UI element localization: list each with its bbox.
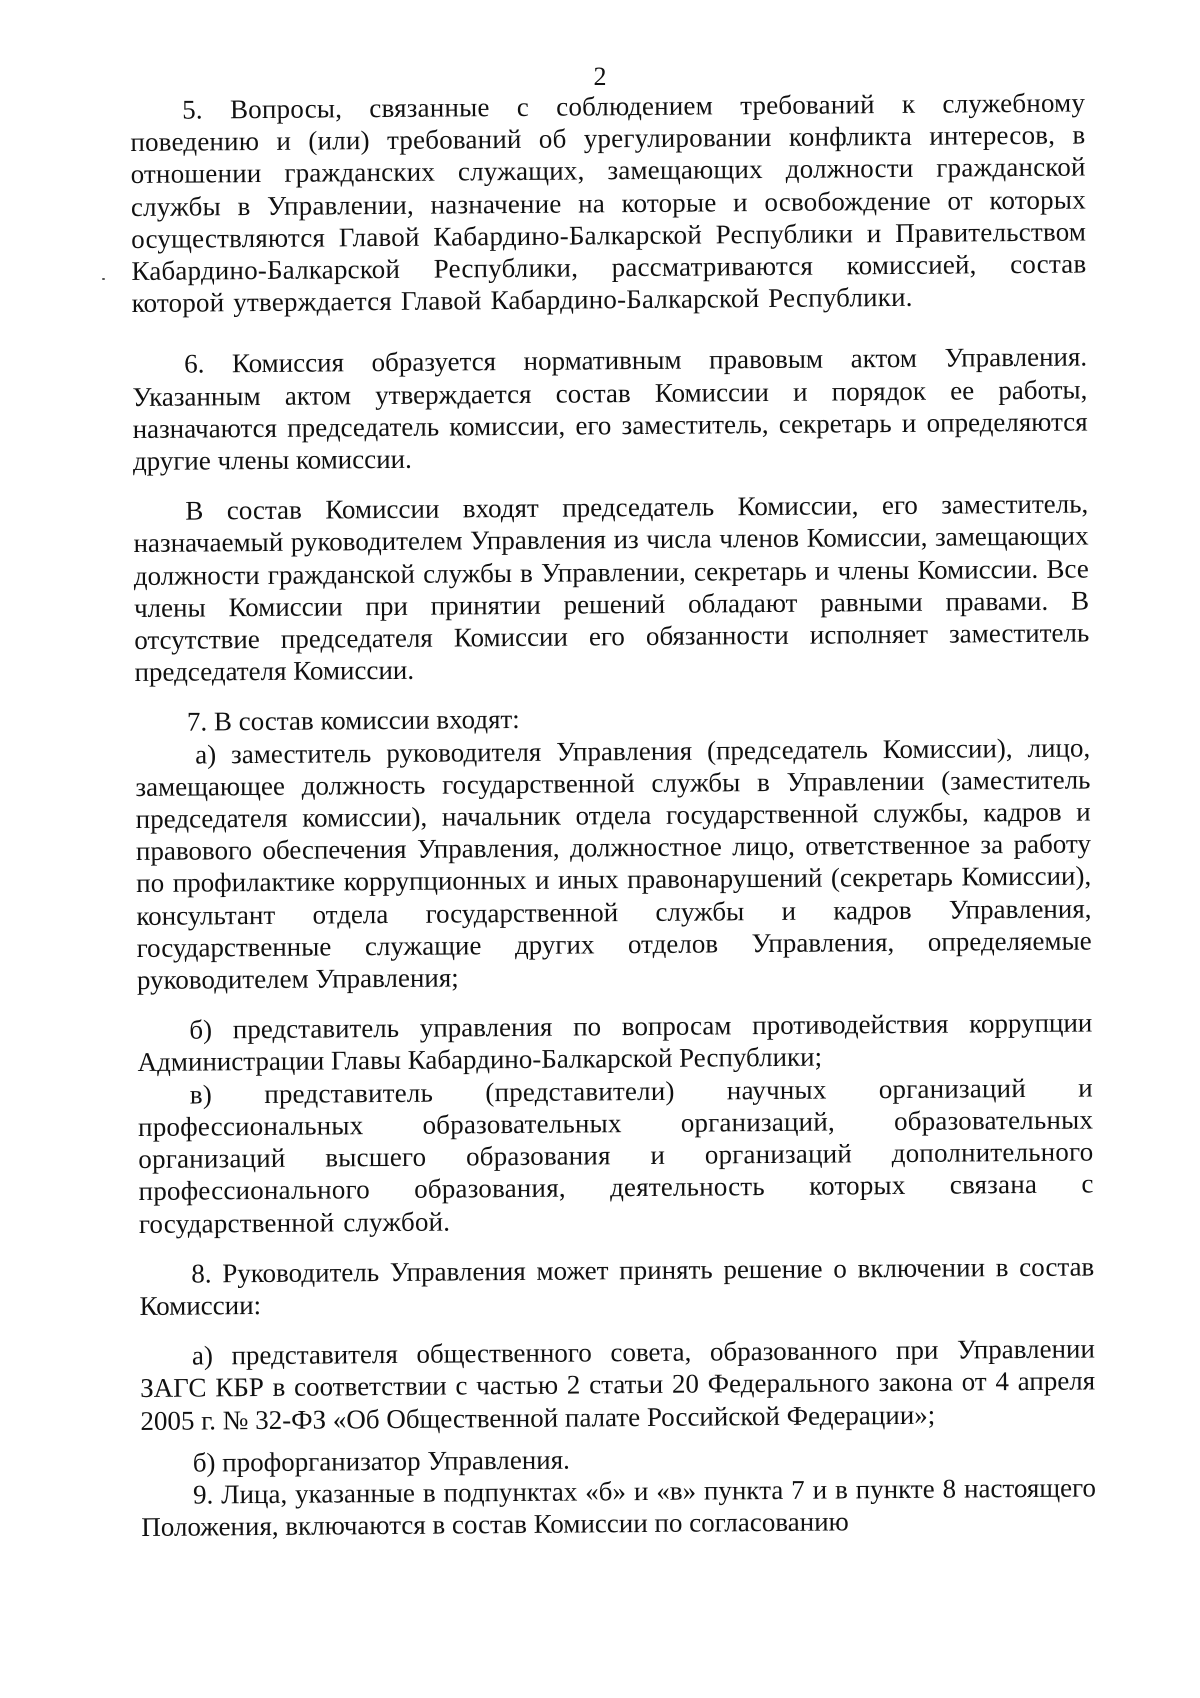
paragraph-7-v: в) представитель (представители) научных организаций и профессиональных образовательных организаций, образовательных организаций высшего образования и организаций дополнительного профессионального образования, деятельность которых связана с государственной службой. xyxy=(137,1072,1094,1239)
paragraph-7: 7. В состав комиссии входят: xyxy=(186,704,520,738)
paragraph-7-b: б) представитель управления по вопросам противодействия коррупции Администрации Главы Кабардино-Балкарской Республики; xyxy=(137,1007,1093,1078)
paragraph-8-b: б) профорганизатор Управления. xyxy=(192,1444,570,1478)
page-number: 2 xyxy=(593,62,607,91)
paragraph-9: 9. Лица, указанные в подпунктах «б» и «в» пункта 7 и в пункте 8 настоящего Положения, включаются в состав Комиссии по согласованию xyxy=(141,1472,1097,1543)
paragraph-7-a: а) заместитель руководителя Управления (председатель Комиссии), лицо, замещающее должность государственной службы в Управлении (заместитель председателя комиссии), начальник отдела государственной службы, кадров и правового обеспечения Управления, должностное лицо, ответственное за работу по профилактике коррупционных и иных правонарушений (секретарь Комиссии), консультант отдела государственной службы и кадров Управления, государственные служащие других отделов Управления, определяемые руководителем Управления; xyxy=(135,732,1092,996)
paragraph-5: 5. Вопросы, связанные с соблюдением требований к служебному поведению и (или) требований об урегулировании конфликта интересов, в отношении гражданских служащих, замещающих должности гражданской службы в Управлении, назначение на которые и освобождение от которых осуществляются Главой Кабардино-Балкарской Республики и Правительством Кабардино-Балкарской Республики, рассматриваются комиссией, состав которой утверждается Главой Кабардино-Балкарской Республики. xyxy=(130,87,1087,319)
paragraph-8-a: а) представителя общественного совета, образованного при Управлении ЗАГС КБР в соответствии с частью 2 статьи 20 Федерального закона от 4 апреля 2005 г. № 32-ФЗ «Об Общественной палате Российской Федерации»; xyxy=(140,1333,1096,1436)
paragraph-6: 6. Комиссия образуется нормативным правовым актом Управления. Указанным актом утверждается состав Комиссии и порядок ее работы, назначаются председатель комиссии, его заместитель, секретарь и определяются другие члены комиссии. xyxy=(132,341,1088,477)
document-body xyxy=(130,86,1096,1543)
paragraph-commission-composition: В состав Комиссии входят председатель Комиссии, его заместитель, назначаемый руководителем Управления из числа членов Комиссии, замещающих должности гражданской службы в Управлении, секретарь и члены Комиссии. Все члены Комиссии при принятии решений обладают равными правами. В отсутствие председателя Комиссии его обязанности исполняет заместитель председателя Комиссии. xyxy=(133,488,1090,688)
scan-speck xyxy=(102,278,105,280)
paragraph-8: 8. Руководитель Управления может принять решение о включении в состав Комиссии: xyxy=(139,1251,1095,1321)
